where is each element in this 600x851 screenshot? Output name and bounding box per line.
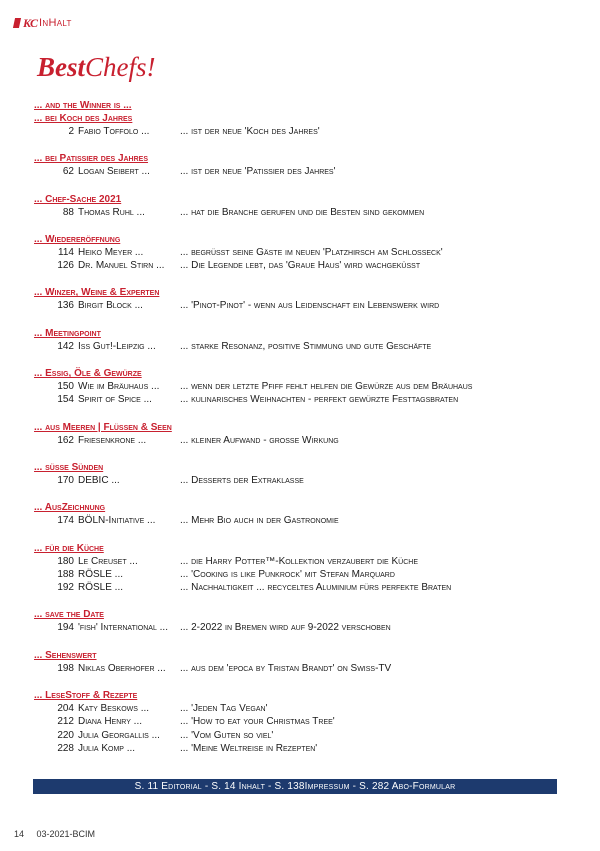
toc-section <box>34 327 574 353</box>
toc-category-heading[interactable]: ... LeseStoff & Rezepte <box>34 690 138 702</box>
toc-entry[interactable] <box>34 165 574 178</box>
toc-entry[interactable] <box>34 568 574 581</box>
toc-category-heading[interactable]: ... bei Koch des Jahres <box>34 113 133 124</box>
toc-entry-name: Thomas Ruhl ... <box>78 206 145 218</box>
toc-entry-description: ... kulinarisches Weihnachten - perfekt gewürzte Festtagsbraten <box>180 394 459 406</box>
toc-entry[interactable] <box>34 662 574 675</box>
toc-category-heading[interactable]: ... aus Meeren | Flüssen & Seen <box>34 421 172 433</box>
toc-section <box>34 461 574 487</box>
toc-entry-description: ... die Harry Potter™-Kollektion verzaubert die Küche <box>180 555 419 567</box>
toc-entry[interactable] <box>34 729 574 742</box>
toc-entry-name: Iss Gut!-Leipzig ... <box>78 340 156 352</box>
toc-entry-name: Logan Seibert ... <box>78 166 150 178</box>
toc-category-heading[interactable]: ... Wiedereröffnung <box>34 233 121 245</box>
toc-section <box>34 152 574 178</box>
toc-category-heading[interactable]: ... Meetingpoint <box>34 327 101 339</box>
toc-entry[interactable] <box>34 514 574 527</box>
toc-entry-name: DEBIC ... <box>78 474 120 486</box>
toc-category-heading[interactable]: ... Winzer, Weine & Experten <box>34 287 160 299</box>
toc-page-number: 220 <box>57 729 74 741</box>
toc-entry-description: ... 'Meine Weltreise in Rezepten' <box>180 742 318 754</box>
toc-entry-name: Katy Beskows ... <box>78 703 150 715</box>
toc-entry-description: ... 'How to eat your Christmas Tree' <box>180 716 335 728</box>
toc-entry[interactable] <box>34 125 574 138</box>
section-title: InHalt <box>39 17 72 29</box>
toc-entry[interactable] <box>34 474 574 487</box>
toc-entry-name: RÖSLE ... <box>78 568 124 580</box>
toc-entry-description: ... begrüsst seine Gäste im neuen 'Platzhirsch am Schlosseck' <box>180 246 443 258</box>
footer-navigation-bar[interactable]: S. 11 Editorial - S. 14 Inhalt - S. 138Impressum - S. 282 Abo-Formular <box>33 779 557 794</box>
toc-page-number: 228 <box>57 742 74 754</box>
toc-section <box>34 608 574 634</box>
toc-entry-description: ... wenn der letzte Pfiff fehlt helfen die Gewürze aus dem Bräuhaus <box>180 381 473 393</box>
toc-entry[interactable] <box>34 434 574 447</box>
toc-entry[interactable] <box>34 246 574 259</box>
toc-section <box>34 649 574 675</box>
table-of-contents <box>34 99 574 769</box>
toc-entry[interactable] <box>34 742 574 755</box>
toc-entry-name: Birgit Block ... <box>78 300 143 312</box>
page-footer <box>14 829 105 839</box>
brand-title <box>37 52 156 82</box>
brand-part-best: Best <box>37 52 86 82</box>
brand-part-chefs: Chefs! <box>85 52 156 82</box>
toc-page-number: 162 <box>57 434 74 446</box>
toc-entry[interactable] <box>34 299 574 312</box>
toc-section <box>34 501 574 527</box>
toc-page-number: 114 <box>58 246 74 258</box>
toc-category-heading[interactable]: ... bei Patissier des Jahres <box>34 153 149 165</box>
toc-entry[interactable] <box>34 621 574 634</box>
toc-entry[interactable] <box>34 380 574 393</box>
toc-category-heading[interactable]: ... Essig, Öle & Gewürze <box>34 368 142 380</box>
toc-entry-description: ... 'Vom Guten so viel' <box>180 729 274 741</box>
toc-entry[interactable] <box>34 206 574 219</box>
toc-page-number: 192 <box>57 582 74 594</box>
toc-entry-name: Wie im Bräuhaus ... <box>78 381 160 393</box>
toc-section <box>34 286 574 312</box>
toc-page-number: 204 <box>57 703 74 715</box>
toc-page-number: 174 <box>57 515 74 527</box>
toc-entry[interactable] <box>34 393 574 406</box>
issue-label: 03-2021-BCIM <box>36 829 96 839</box>
toc-entry-description: ... ist der neue 'Koch des Jahres' <box>180 126 320 137</box>
toc-entry-description: ... Desserts der Extraklasse <box>180 474 304 486</box>
toc-entry-description: ... Nachhaltigkeit ... recyceltes Aluminium fürs perfekte Braten <box>180 582 452 594</box>
toc-entry-description: ... ist der neue 'Patissier des Jahres' <box>180 166 336 178</box>
toc-category-heading[interactable]: ... Chef-Sache 2021 <box>34 193 122 205</box>
toc-entry-name: Dr. Manuel Stirn ... <box>78 260 165 272</box>
toc-entry-description: ... hat die Branche gerufen und die Besten sind gekommen <box>180 206 425 218</box>
toc-section <box>34 421 574 447</box>
toc-section <box>34 367 574 407</box>
toc-page-number: 136 <box>57 300 74 312</box>
toc-page-number: 194 <box>57 622 74 634</box>
page-number: 14 <box>14 829 25 839</box>
toc-page-number: 126 <box>57 260 74 272</box>
toc-entry-name: Diana Henry ... <box>78 716 142 728</box>
toc-entry-name: BÖLN-Initiative ... <box>78 515 156 527</box>
toc-page-number: 198 <box>57 662 74 674</box>
toc-entry[interactable] <box>34 340 574 353</box>
toc-entry-name: Le Creuset ... <box>78 555 138 567</box>
toc-entry-name: Spirit of Spice ... <box>78 394 152 406</box>
toc-category-heading[interactable]: ... save the Date <box>34 609 104 621</box>
toc-section <box>34 112 574 138</box>
toc-category-heading[interactable]: ... AusZeichnung <box>34 502 106 514</box>
toc-entry-name: 'fish' International ... <box>78 622 168 634</box>
toc-entry[interactable] <box>34 702 574 715</box>
toc-section <box>34 193 574 219</box>
toc-section <box>34 99 574 112</box>
toc-entry-description: ... 'Pinot-Pinot' - wenn aus Leidenschaft ein Lebenswerk wird <box>180 300 440 312</box>
toc-entry[interactable] <box>34 581 574 594</box>
magazine-logo: KC <box>23 15 38 30</box>
toc-page-number: 170 <box>57 474 74 486</box>
toc-section <box>34 542 574 595</box>
page-header <box>14 14 72 32</box>
toc-page-number: 212 <box>57 716 74 728</box>
toc-section <box>34 689 574 755</box>
toc-entry-description: ... 2-2022 in Bremen wird auf 9-2022 verschoben <box>180 622 391 634</box>
toc-entry-description: ... Mehr Bio auch in der Gastronomie <box>180 515 339 527</box>
toc-entry-description: ... Die Legende lebt, das 'Graue Haus' wird wachgeküsst <box>180 260 421 272</box>
toc-entry-name: RÖSLE ... <box>78 582 124 594</box>
toc-entry-name: Julia Georgallis ... <box>78 729 160 741</box>
toc-category-heading[interactable]: ... süsse Sünden <box>34 461 104 473</box>
magazine-logo-icon <box>13 18 21 28</box>
toc-entry-description: ... aus dem 'epoca by Tristan Brandt' on Swiss-TV <box>180 662 392 674</box>
toc-entry-description: ... kleiner Aufwand - grosse Wirkung <box>180 434 339 446</box>
toc-page-number: 88 <box>62 206 74 218</box>
toc-entry[interactable] <box>34 555 574 568</box>
toc-page-number: 154 <box>57 394 74 406</box>
toc-page-number: 188 <box>57 568 74 580</box>
toc-category-heading[interactable]: ... Sehenswert <box>34 649 97 661</box>
toc-category-heading[interactable]: ... für die Küche <box>34 542 104 554</box>
toc-entry-name: Heiko Meyer ... <box>78 246 144 258</box>
toc-page-number: 180 <box>57 555 74 567</box>
toc-entry-name: Fabio Toffolo ... <box>78 126 150 137</box>
toc-page-number: 142 <box>57 340 74 352</box>
toc-entry-description: ... starke Resonanz, positive Stimmung und gute Geschäfte <box>180 340 432 352</box>
toc-page-number: 62 <box>62 166 74 178</box>
toc-entry-description: ... 'Cooking is like Punkrock' mit Stefan Marquard <box>180 568 395 580</box>
toc-entry-name: Friesenkrone ... <box>78 434 147 446</box>
toc-entry-description: ... 'Jeden Tag Vegan' <box>180 703 268 715</box>
toc-page-number: 150 <box>57 381 74 393</box>
toc-entry[interactable] <box>34 715 574 728</box>
toc-entry-name: Julia Komp ... <box>78 742 136 754</box>
toc-section <box>34 233 574 273</box>
toc-entry[interactable] <box>34 259 574 272</box>
toc-category-heading[interactable]: ... and the Winner is ... <box>34 100 132 111</box>
toc-entry-name: Niklas Oberhofer ... <box>78 662 166 674</box>
toc-page-number: 2 <box>68 126 74 137</box>
